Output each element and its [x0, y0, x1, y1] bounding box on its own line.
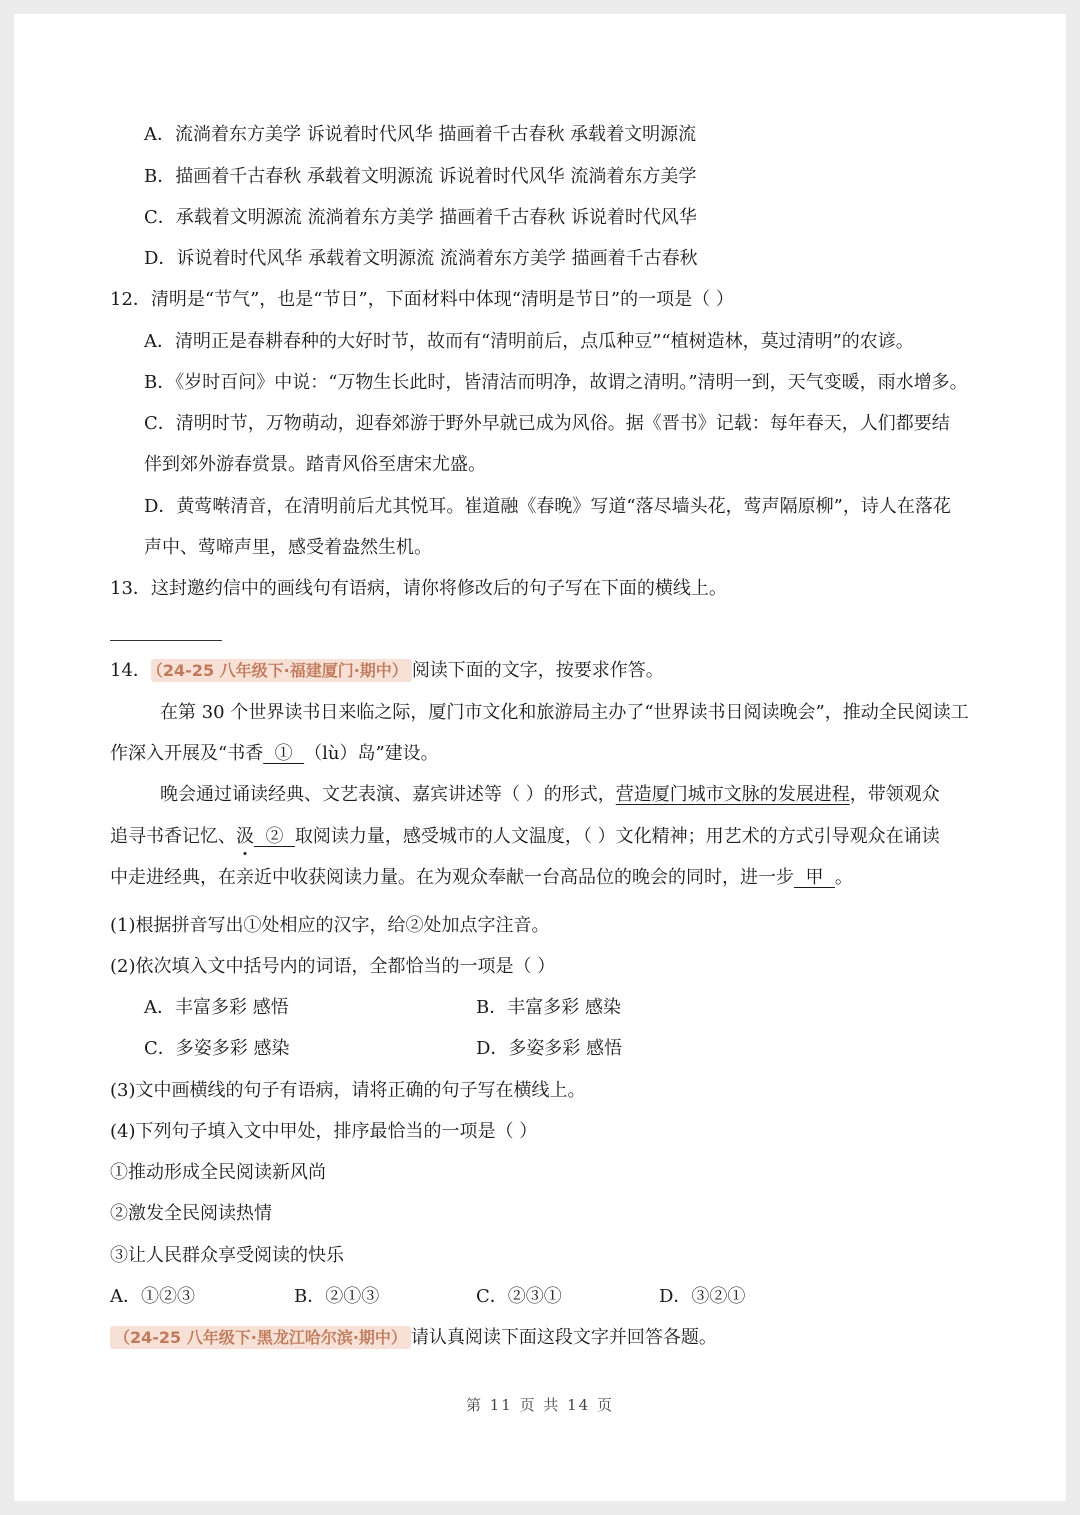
q14-p2-text: 晚会通过诵读经典、文艺表演、嘉宾讲述等（ ）的形式，: [160, 784, 616, 805]
q14-p2-line3: [110, 865, 853, 891]
underlined-sentence: 营造厦门城市文脉的发展进程: [615, 784, 850, 805]
q14-sub4-option-c: C．②③①: [476, 1286, 562, 1307]
q14-sub4-option-d: D．③②①: [659, 1286, 746, 1307]
blank-jia: 甲: [794, 867, 835, 888]
q12-stem: 12．清明是“节气”，也是“节日”，下面材料中体现“清明是节日”的一项是（ ）: [110, 289, 734, 310]
q14-p1-text: 作深入开展及“书香: [110, 743, 264, 764]
q14-p2-line2-pre: 追寻书香记忆、: [110, 826, 236, 847]
q14-p2-line2: [110, 824, 940, 850]
q14-source-tag: （24-25 八年级下·福建厦门·期中）: [151, 659, 412, 682]
q14-number: 14．: [110, 660, 151, 681]
dotted-char: 汲: [236, 826, 254, 847]
next-instruction: 请认真阅读下面这段文字并回答各题。: [410, 1327, 717, 1348]
next-section-header: [110, 1325, 717, 1351]
q14-sub4-option-a: A．①②③: [110, 1286, 195, 1307]
q12-option-c-cont: 伴到郊外游春赏景。踏青风俗至唐宋尤盛。: [144, 454, 486, 475]
q14-p1-line2: [110, 741, 439, 767]
q14-p1-text-post: （lù）岛”建设。: [304, 743, 439, 764]
q14-sub2-option-b: B．丰富多彩 感染: [476, 997, 621, 1018]
q14-sub2: (2)依次填入文中括号内的词语，全都恰当的一项是（ ）: [110, 956, 556, 977]
q12-option-d: D．黄莺啭清音，在清明前后尤其悦耳。崔道融《春晚》写道“落尽墙头花，莺声隔原柳”，诗人在落花: [144, 496, 951, 517]
q14-item-2: ②激发全民阅读热情: [110, 1203, 272, 1224]
q14-p2-line2-post: 取阅读力量，感受城市的人文温度，（ ）文化精神；用艺术的方式引导观众在诵读: [294, 826, 940, 847]
page-footer: 第 11 页 共 14 页: [465, 1396, 614, 1414]
q14-p2-line1: [160, 782, 940, 808]
q14-sub4: (4)下列句子填入文中甲处，排序最恰当的一项是（ ）: [110, 1121, 538, 1142]
q12-option-a: A．清明正是春耕春种的大好时节，故而有“清明前后，点瓜种豆”“植树造林，莫过清明”的农谚。: [144, 331, 914, 352]
q14-sub2-option-c: C．多姿多彩 感染: [144, 1038, 290, 1059]
next-source-tag: （24-25 八年级下·黑龙江哈尔滨·期中）: [110, 1326, 411, 1349]
q14-sub3: (3)文中画横线的句子有语病，请将正确的句子写在横线上。: [110, 1080, 586, 1101]
q14-sub1: (1)根据拼音写出①处相应的汉字，给②处加点字注音。: [110, 915, 550, 936]
exam-page: [14, 14, 1066, 1501]
q11-option-b: B．描画着千古春秋 承载着文明源流 诉说着时代风华 流淌着东方美学: [144, 166, 697, 187]
q14-instruction: 阅读下面的文字，按要求作答。: [411, 660, 664, 681]
q14-sub2-option-a: A．丰富多彩 感悟: [144, 997, 289, 1018]
q14-p2-line3-post: 。: [834, 867, 853, 888]
q13-answer-line[interactable]: [110, 640, 222, 641]
q12-option-d-cont: 声中、莺啼声里，感受着盎然生机。: [144, 537, 432, 558]
blank-2: ②: [254, 826, 295, 847]
q11-option-a: A．流淌着东方美学 诉说着时代风华 描画着千古春秋 承载着文明源流: [144, 124, 697, 145]
q14-header: [110, 658, 664, 684]
q12-option-b: B．《岁时百问》中说：“万物生长此时，皆清洁而明净，故谓之清明。”清明一到，天气变暖，雨水增多。: [144, 372, 968, 393]
blank-1: ①: [263, 743, 305, 764]
q12-option-c: C．清明时节，万物萌动，迎春郊游于野外早就已成为风俗。据《晋书》记载：每年春天，人们都要结: [144, 413, 950, 434]
q14-p2-line3-pre: 中走进经典，在亲近中收获阅读力量。在为观众奉献一台高品位的晚会的同时，进一步: [110, 867, 794, 888]
q14-p1-line1: 在第 30 个世界读书日来临之际，厦门市文化和旅游局主办了“世界读书日阅读晚会”，推动全民阅读工: [160, 702, 969, 723]
q11-option-d: D．诉说着时代风华 承载着文明源流 流淌着东方美学 描画着千古春秋: [144, 248, 698, 269]
q14-p2-text-post: ，带领观众: [849, 784, 940, 805]
q11-option-c: C．承载着文明源流 流淌着东方美学 描画着千古春秋 诉说着时代风华: [144, 207, 697, 228]
q13-stem: 13．这封邀约信中的画线句有语病，请你将修改后的句子写在下面的横线上。: [110, 578, 727, 599]
q14-sub2-option-d: D．多姿多彩 感悟: [476, 1038, 623, 1059]
q14-item-3: ③让人民群众享受阅读的快乐: [110, 1245, 344, 1266]
q14-item-1: ①推动形成全民阅读新风尚: [110, 1162, 326, 1183]
q14-sub4-option-b: B．②①③: [294, 1286, 380, 1307]
